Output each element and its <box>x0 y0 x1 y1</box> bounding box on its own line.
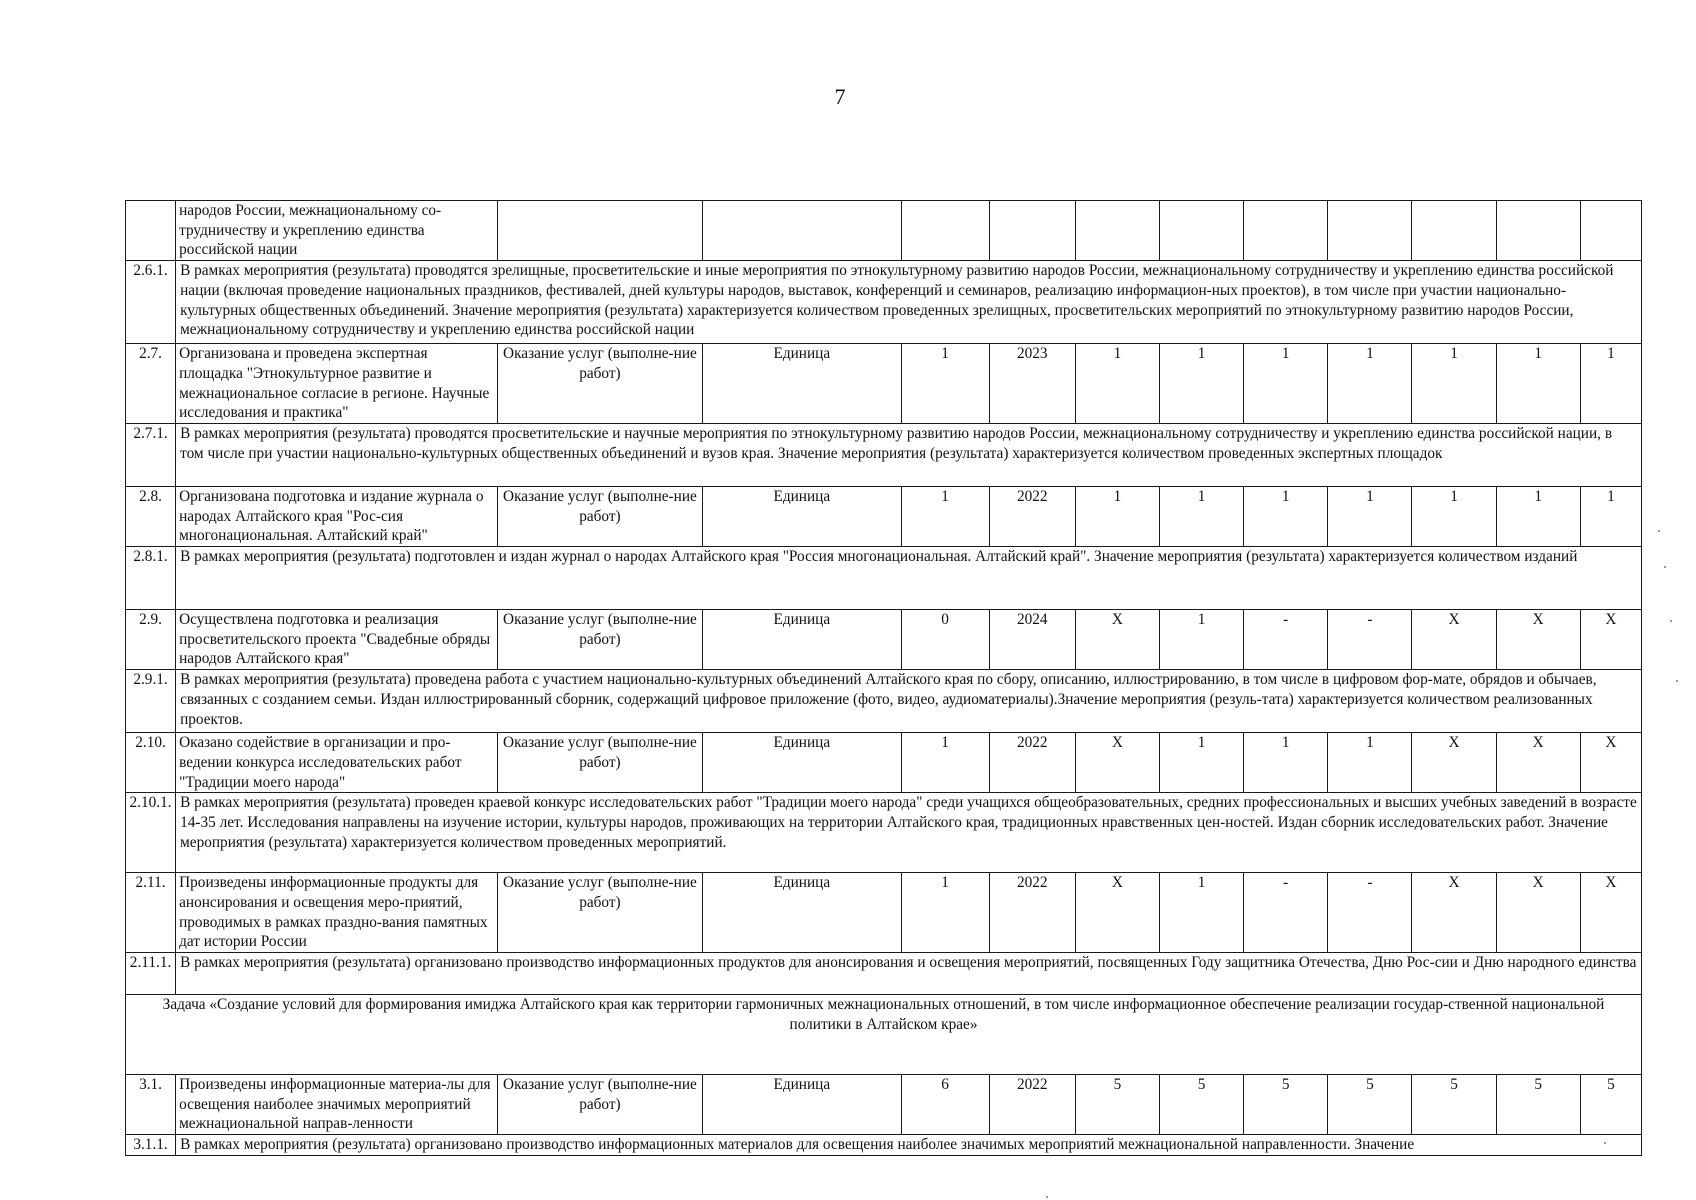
year-value-cell: 1 <box>1244 733 1328 793</box>
base-year-cell: 2022 <box>989 486 1075 546</box>
description-cell: В рамках мероприятия (результата) проведена работа с участием национально-культурных объединений Алтайского края по сбору, описанию, иллюстрированию, в том числе в цифровом фор-мате, обрядов и обычаев, связанных с созданием семьи. Издан иллюстрированный сборник, содержащий цифровое приложение (фото, видео, аудиоматериалы).Значение мероприятия (резуль-тата) характеризуется количеством реализованных проектов. <box>176 670 1642 733</box>
year-value-cell: X <box>1580 733 1641 793</box>
year-value-cell: 1 <box>1580 344 1641 424</box>
scan-speck <box>1604 1142 1606 1144</box>
table-row-description <box>126 261 1642 344</box>
table-row-measure <box>126 610 1642 670</box>
page-number: 7 <box>834 84 846 109</box>
row-number-cell: 2.11. <box>126 873 176 953</box>
year-value-cell: 5 <box>1075 1075 1159 1135</box>
year-value-cell: 1 <box>1075 486 1159 546</box>
year-value-cell: X <box>1075 733 1159 793</box>
scan-speck <box>1664 566 1666 568</box>
base-value-cell: 0 <box>901 610 989 670</box>
scan-speck <box>1658 530 1660 532</box>
unit-cell: Единица <box>703 873 901 953</box>
base-value-cell: 1 <box>901 873 989 953</box>
year-value-cell: 1 <box>1496 344 1580 424</box>
measure-name-cell: народов России, межнациональному со-трудничеству и укреплению единства российской нации <box>176 201 498 261</box>
base-year-cell: 2022 <box>989 1075 1075 1135</box>
base-value-cell: 6 <box>901 1075 989 1135</box>
year-value-cell: 1 <box>1328 733 1412 793</box>
measures-table <box>125 200 1642 1156</box>
unit-cell: Единица <box>703 610 901 670</box>
year-value-cell: 1 <box>1328 486 1412 546</box>
table-row-description <box>126 793 1642 873</box>
year-value-cell: X <box>1580 873 1641 953</box>
year-value-cell: 1 <box>1160 873 1244 953</box>
description-cell: В рамках мероприятия (результата) проведен краевой конкурс исследовательских работ "Традиции моего народа" среди учащихся общеобразовательных, средних профессиональных и высших учебных заведений в возрасте 14-35 лет. Исследования направлены на изучение истории, культуры народов, проживающих на территории Алтайского края, традиционных нравственных цен-ностей. Издан сборник исследовательских работ. Значение мероприятия (результата) характеризуется количеством проведенных мероприятий. <box>176 793 1642 873</box>
year-value-cell: 5 <box>1412 1075 1496 1135</box>
table-row-measure <box>126 486 1642 546</box>
measure-name-cell: Организована и проведена экспертная площадка "Этнокультурное развитие и межнациональное согласие в регионе. Научные исследования и практика" <box>176 344 498 424</box>
unit-cell: Единица <box>703 486 901 546</box>
base-year-cell: 2023 <box>989 344 1075 424</box>
measure-kind-cell: Оказание услуг (выполне-ние работ) <box>497 873 702 953</box>
year-value-cell: 1 <box>1412 344 1496 424</box>
row-number-cell: 2.9. <box>126 610 176 670</box>
base-value-cell: 1 <box>901 486 989 546</box>
measure-name-cell: Оказано содействие в организации и про-ведении конкурса исследовательских работ "Традиции моего народа" <box>176 733 498 793</box>
year-value-cell: 1 <box>1160 610 1244 670</box>
measure-name-cell: Организована подготовка и издание журнала о народах Алтайского края "Рос-сия многонациональная. Алтайский край" <box>176 486 498 546</box>
table-row-measure <box>126 733 1642 793</box>
measure-kind-cell: Оказание услуг (выполне-ние работ) <box>497 733 702 793</box>
task-cell: Задача «Создание условий для формирования имиджа Алтайского края как территории гармоничных межнациональных отношений, в том числе информационное обеспечение реализации государ-ственной национальной политики в Алтайском крае» <box>126 995 1642 1075</box>
row-number-cell <box>126 201 176 261</box>
year-value-cell: X <box>1412 610 1496 670</box>
year-value-cell: 1 <box>1244 486 1328 546</box>
year-value-cell: 1 <box>1160 733 1244 793</box>
measure-name-cell: Произведены информационные продукты для анонсирования и освещения меро-приятий, проводимых в рамках праздно-вания памятных дат истории России <box>176 873 498 953</box>
table-row-description <box>126 953 1642 995</box>
year-value-cell: 1 <box>1244 344 1328 424</box>
table-row-continued <box>126 201 1642 261</box>
year-value-cell: X <box>1412 733 1496 793</box>
measure-kind-cell: Оказание услуг (выполне-ние работ) <box>497 610 702 670</box>
row-number-cell: 2.7. <box>126 344 176 424</box>
unit-cell: Единица <box>703 344 901 424</box>
measure-kind-cell: Оказание услуг (выполне-ние работ) <box>497 1075 702 1135</box>
row-number-cell: 3.1.1. <box>126 1135 176 1156</box>
year-value-cell: 1 <box>1075 344 1159 424</box>
table-row-description <box>126 1135 1642 1156</box>
year-value-cell: 5 <box>1328 1075 1412 1135</box>
row-number-cell: 2.9.1. <box>126 670 176 733</box>
unit-cell: Единица <box>703 733 901 793</box>
measure-name-cell: Осуществлена подготовка и реализация просветительского проекта "Свадебные обряды народов Алтайского края" <box>176 610 498 670</box>
year-value-cell: 5 <box>1580 1075 1641 1135</box>
year-value-cell: 1 <box>1580 486 1641 546</box>
table-row-description <box>126 670 1642 733</box>
year-value-cell: X <box>1496 733 1580 793</box>
scan-speck <box>1676 680 1678 682</box>
table-row-task <box>126 995 1642 1075</box>
year-value-cell: X <box>1496 873 1580 953</box>
year-value-cell: - <box>1244 610 1328 670</box>
year-value-cell: X <box>1075 610 1159 670</box>
description-cell: В рамках мероприятия (результата) проводятся просветительские и научные мероприятия по этнокультурному развитию народов России, межнациональному сотрудничеству и укреплению единства российской нации, в том числе при участии национально-культурных общественных объединений и вузов края. Значение мероприятия (результата) характеризуется количеством проведенных экспертных площадок <box>176 423 1642 486</box>
row-number-cell: 2.6.1. <box>126 261 176 344</box>
table-row-measure <box>126 344 1642 424</box>
description-cell: В рамках мероприятия (результата) подготовлен и издан журнал о народах Алтайского края "Россия многонациональная. Алтайский край". Значение мероприятия (результата) характеризуется количеством изданий <box>176 547 1642 610</box>
year-value-cell: 1 <box>1160 344 1244 424</box>
base-year-cell: 2024 <box>989 610 1075 670</box>
measure-kind-cell: Оказание услуг (выполне-ние работ) <box>497 344 702 424</box>
table-row-measure <box>126 873 1642 953</box>
scan-speck <box>1670 620 1672 622</box>
table-row-description <box>126 423 1642 486</box>
base-value-cell: 1 <box>901 733 989 793</box>
year-value-cell: 5 <box>1160 1075 1244 1135</box>
row-number-cell: 2.10.1. <box>126 793 176 873</box>
year-value-cell: 5 <box>1496 1075 1580 1135</box>
scan-speck <box>1046 1196 1048 1198</box>
year-value-cell: - <box>1244 873 1328 953</box>
year-value-cell: X <box>1580 610 1641 670</box>
year-value-cell: X <box>1075 873 1159 953</box>
row-number-cell: 2.11.1. <box>126 953 176 995</box>
row-number-cell: 2.8.1. <box>126 547 176 610</box>
year-value-cell: 1 <box>1496 486 1580 546</box>
year-value-cell: X <box>1496 610 1580 670</box>
base-value-cell: 1 <box>901 344 989 424</box>
description-cell: В рамках мероприятия (результата) проводятся зрелищные, просветительские и иные мероприятия по этнокультурному развитию народов России, межнациональному сотрудничеству и укреплению единства российской нации (включая проведение национальных праздников, фестивалей, дней культуры народов, выставок, конференций и семинаров, реализацию информацион-ных проектов), в том числе при участии национально-культурных общественных объединений. Значение мероприятия (результата) характеризуется количеством проведенных зрелищных, просветительских мероприятий по этнокультурному развитию народов России, межнациональному сотрудничеству и укреплению единства российской нации <box>176 261 1642 344</box>
year-value-cell: 1 <box>1412 486 1496 546</box>
base-year-cell: 2022 <box>989 733 1075 793</box>
year-value-cell: - <box>1328 873 1412 953</box>
row-number-cell: 3.1. <box>126 1075 176 1135</box>
measure-kind-cell: Оказание услуг (выполне-ние работ) <box>497 486 702 546</box>
description-cell: В рамках мероприятия (результата) организовано производство информационных материалов для освещения наиболее значимых мероприятий межнациональной направленности. Значение <box>176 1135 1642 1156</box>
row-number-cell: 2.7.1. <box>126 423 176 486</box>
description-cell: В рамках мероприятия (результата) организовано производство информационных продуктов для анонсирования и освещения мероприятий, посвященных Году защитника Отечества, Дню Рос-сии и Дню народного единства <box>176 953 1642 995</box>
base-year-cell: 2022 <box>989 873 1075 953</box>
measure-name-cell: Произведены информационные материа-лы для освещения наиболее значимых мероприятий межнациональной направ-ленности <box>176 1075 498 1135</box>
year-value-cell: 1 <box>1160 486 1244 546</box>
year-value-cell: 5 <box>1244 1075 1328 1135</box>
row-number-cell: 2.8. <box>126 486 176 546</box>
table-row-measure <box>126 1075 1642 1135</box>
year-value-cell: X <box>1412 873 1496 953</box>
table-row-description <box>126 547 1642 610</box>
year-value-cell: - <box>1328 610 1412 670</box>
row-number-cell: 2.10. <box>126 733 176 793</box>
unit-cell: Единица <box>703 1075 901 1135</box>
year-value-cell: 1 <box>1328 344 1412 424</box>
